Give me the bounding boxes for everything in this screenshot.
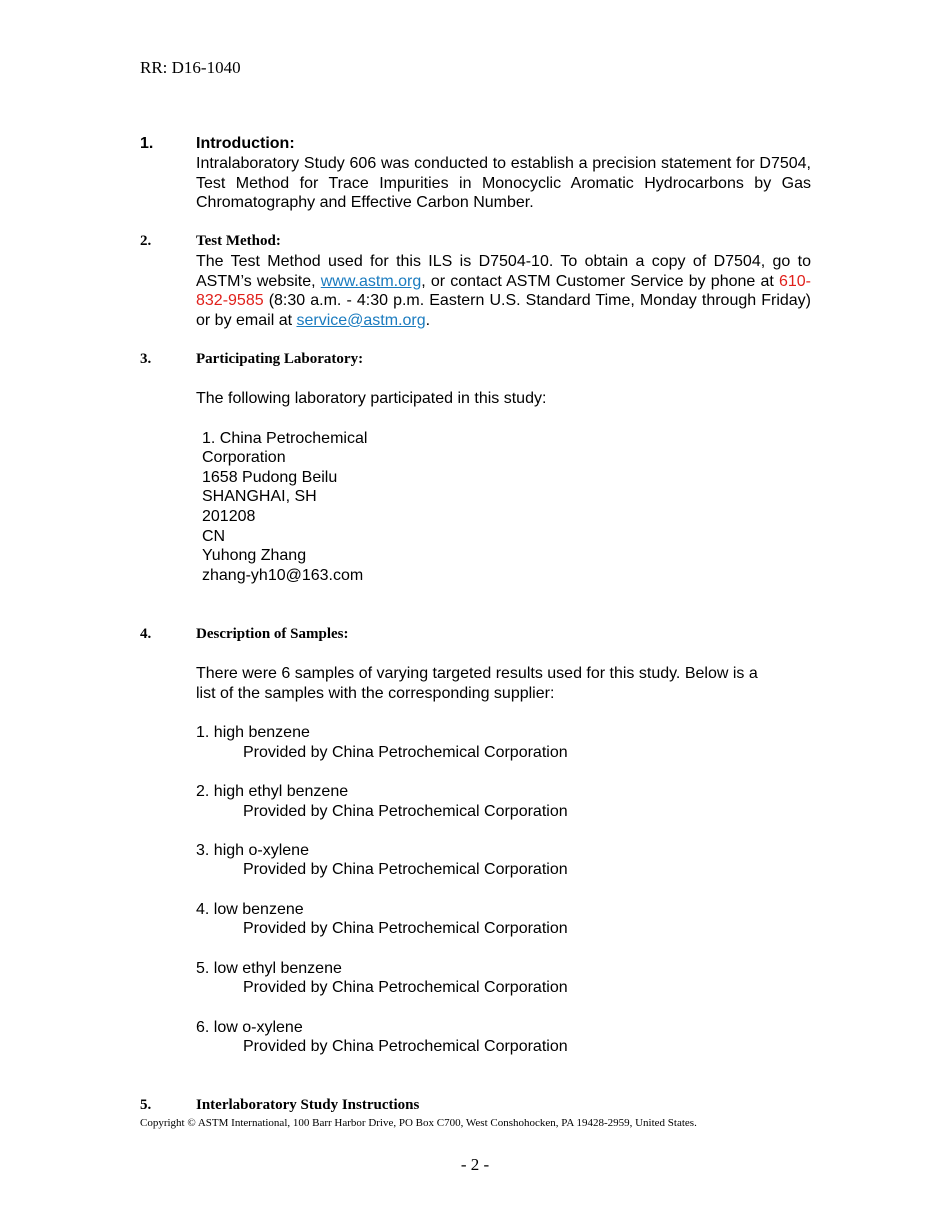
sample-supplier: Provided by China Petrochemical Corporation	[243, 1038, 568, 1055]
section-4-heading: Description of Samples:	[196, 626, 349, 642]
section-4-intro-line-2: list of the samples with the corresponding supplier:	[196, 685, 555, 702]
report-id: RR: D16-1040	[140, 58, 241, 77]
sample-name: 5. low ethyl benzene	[196, 960, 342, 977]
sample-supplier: Provided by China Petrochemical Corporation	[243, 744, 568, 761]
sample-name: 1. high benzene	[196, 724, 310, 741]
sample-supplier: Provided by China Petrochemical Corporation	[243, 861, 568, 878]
section-2-text-d: .	[425, 311, 431, 329]
customer-service-phone: 610-832-9585	[196, 272, 812, 310]
sample-name: 6. low o-xylene	[196, 1019, 303, 1036]
section-1-number: 1.	[140, 135, 154, 152]
section-4-intro-line-1: There were 6 samples of varying targeted results used for this study. Below is a	[196, 665, 758, 682]
page-number: - 2 -	[460, 1155, 490, 1174]
section-2-heading: Test Method:	[196, 233, 281, 249]
sample-name: 3. high o-xylene	[196, 842, 309, 859]
section-2-text-a: The Test Method used for this ILS is D7504-10. To obtain a copy of D7504, go to ASTM’s website,	[196, 253, 811, 290]
section-5-number: 5.	[140, 1097, 152, 1113]
section-2-text-b: , or contact ASTM Customer Service by phone at	[421, 272, 779, 290]
astm-website-link[interactable]: www.astm.org	[320, 272, 422, 290]
sample-supplier: Provided by China Petrochemical Corporation	[243, 979, 568, 996]
sample-supplier: Provided by China Petrochemical Corporation	[243, 920, 568, 937]
lab-line: 1. China Petrochemical	[202, 430, 368, 447]
section-3-number: 3.	[140, 351, 152, 367]
section-4-number: 4.	[140, 626, 152, 642]
sample-name: 2. high ethyl benzene	[196, 783, 349, 800]
section-1-heading: Introduction:	[196, 135, 295, 152]
lab-contact-email: zhang-yh10@163.com	[202, 567, 364, 584]
lab-line: Yuhong Zhang	[202, 547, 307, 564]
section-5-heading: Interlaboratory Study Instructions	[196, 1097, 420, 1113]
sample-name: 4. low benzene	[196, 901, 304, 918]
lab-line: CN	[202, 528, 226, 545]
section-2-text-c: (8:30 a.m. - 4:30 p.m. Eastern U.S. Standard Time, Monday through Friday) or by email at	[196, 292, 811, 329]
lab-line: Corporation	[202, 449, 286, 466]
section-3-heading: Participating Laboratory:	[196, 351, 364, 367]
section-3-intro: The following laboratory participated in this study:	[196, 390, 547, 407]
lab-line: 1658 Pudong Beilu	[202, 469, 338, 486]
service-email-link[interactable]: service@astm.org	[296, 311, 426, 329]
lab-line: SHANGHAI, SH	[202, 488, 317, 505]
sample-supplier: Provided by China Petrochemical Corporation	[243, 803, 568, 820]
section-1-body: Intralaboratory Study 606 was conducted to establish a precision statement for D7504, Test Method for Trace Impurities in Monocyclic Aromatic Hydrocarbons by Gas Chromatography and Effective Carbon Number.	[196, 155, 811, 212]
section-2-body	[196, 252, 811, 330]
lab-line: 201208	[202, 508, 256, 525]
section-2-number: 2.	[140, 233, 152, 249]
copyright-footer: Copyright © ASTM International, 100 Barr Harbor Drive, PO Box C700, West Conshohocken, PA 19428-2959, United States.	[140, 1117, 697, 1129]
